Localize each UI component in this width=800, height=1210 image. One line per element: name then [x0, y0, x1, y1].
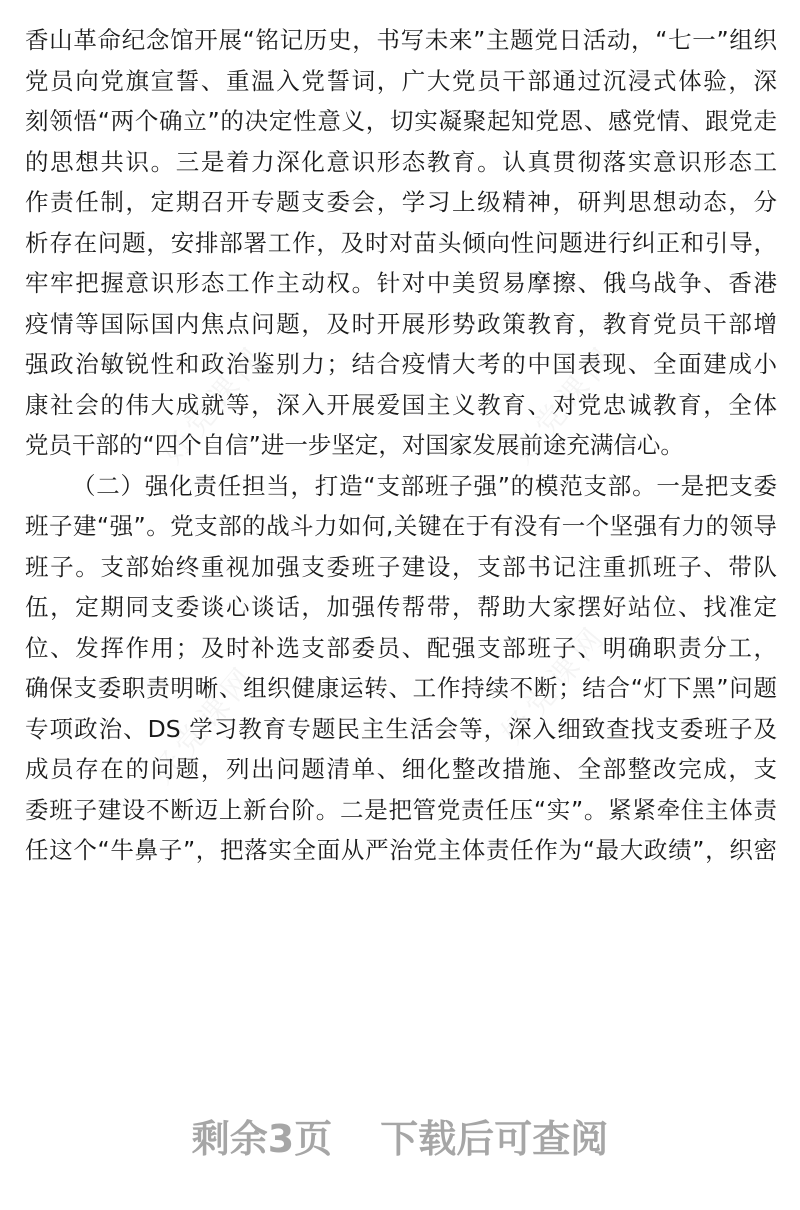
text-line: 疫情等国际国内焦点问题，及时开展形势政策教育，教育党员干部增	[25, 309, 777, 338]
watermark-text: 好党课网	[144, 657, 265, 791]
download-hint-label[interactable]: 下载后可查阅	[380, 1116, 609, 1161]
text-line: 康社会的伟大成就等，深入开展爱国主义教育、对党忠诚教育，全体	[25, 390, 777, 419]
watermark-text: 好党课网	[494, 617, 615, 751]
text-line: 析存在问题，安排部署工作，及时对苗头倾向性问题进行纠正和引导，	[25, 228, 777, 257]
download-prompt-banner[interactable]	[0, 1100, 800, 1170]
remaining-pages-label: 剩余3页	[191, 1116, 333, 1161]
text-line: 强政治敏锐性和政治鉴别力；结合疫情大考的中国表现、全面建成小	[25, 350, 777, 378]
text-line: 党员干部的“四个自信”进一步坚定，对国家发展前途充满信心。	[25, 431, 684, 459]
watermark-text: 好党课网	[504, 337, 625, 471]
watermark-text: 好党课网	[154, 337, 275, 471]
text-line: 位、发挥作用；及时补选支部委员、配强支部班子、明确职责分工，	[25, 633, 777, 662]
text-line: 确保支委职责明晰、组织健康运转、工作持续不断；结合“灯下黑”问题	[25, 674, 777, 702]
text-line: 班子。支部始终重视加强支委班子建设，支部书记注重抓班子、带队	[25, 552, 777, 581]
section-heading-line: （二）强化责任担当，打造“支部班子强”的模范支部。一是把支委	[72, 471, 777, 500]
text-line: 成员存在的问题，列出问题清单、细化整改措施、全部整改完成，支	[25, 755, 777, 783]
document-body	[25, 20, 777, 871]
text-line: 班子建“强”。党支部的战斗力如何,关键在于有没有一个坚强有力的领导	[25, 512, 777, 540]
text-line: 任这个“牛鼻子”，把落实全面从严治党主体责任作为“最大政绩”，织密	[25, 836, 777, 864]
text-line: 专项政治、DS 学习教育专题民主生活会等，深入细致查找支委班子及	[25, 714, 777, 743]
text-line: 伍，定期同支委谈心谈话，加强传帮带，帮助大家摆好站位、找准定	[25, 593, 777, 621]
text-line: 的思想共识。三是着力深化意识形态教育。认真贯彻落实意识形态工	[25, 147, 777, 176]
text-line: 刻领悟“两个确立”的决定性意义，切实凝聚起知党恩、感党情、跟党走	[25, 107, 777, 135]
text-line: 香山革命纪念馆开展“铭记历史，书写未来”主题党日活动，“七一”组织	[25, 26, 777, 54]
text-line: 委班子建设不断迈上新台阶。二是把管党责任压“实”。紧紧牵住主体责	[25, 795, 777, 824]
text-line: 党员向党旗宣誓、重温入党誓词，广大党员干部通过沉浸式体验，深	[25, 66, 777, 95]
text-line: 牢牢把握意识形态工作主动权。针对中美贸易摩擦、俄乌战争、香港	[25, 269, 777, 297]
text-line: 作责任制，定期召开专题支委会，学习上级精神，研判思想动态，分	[25, 188, 777, 216]
